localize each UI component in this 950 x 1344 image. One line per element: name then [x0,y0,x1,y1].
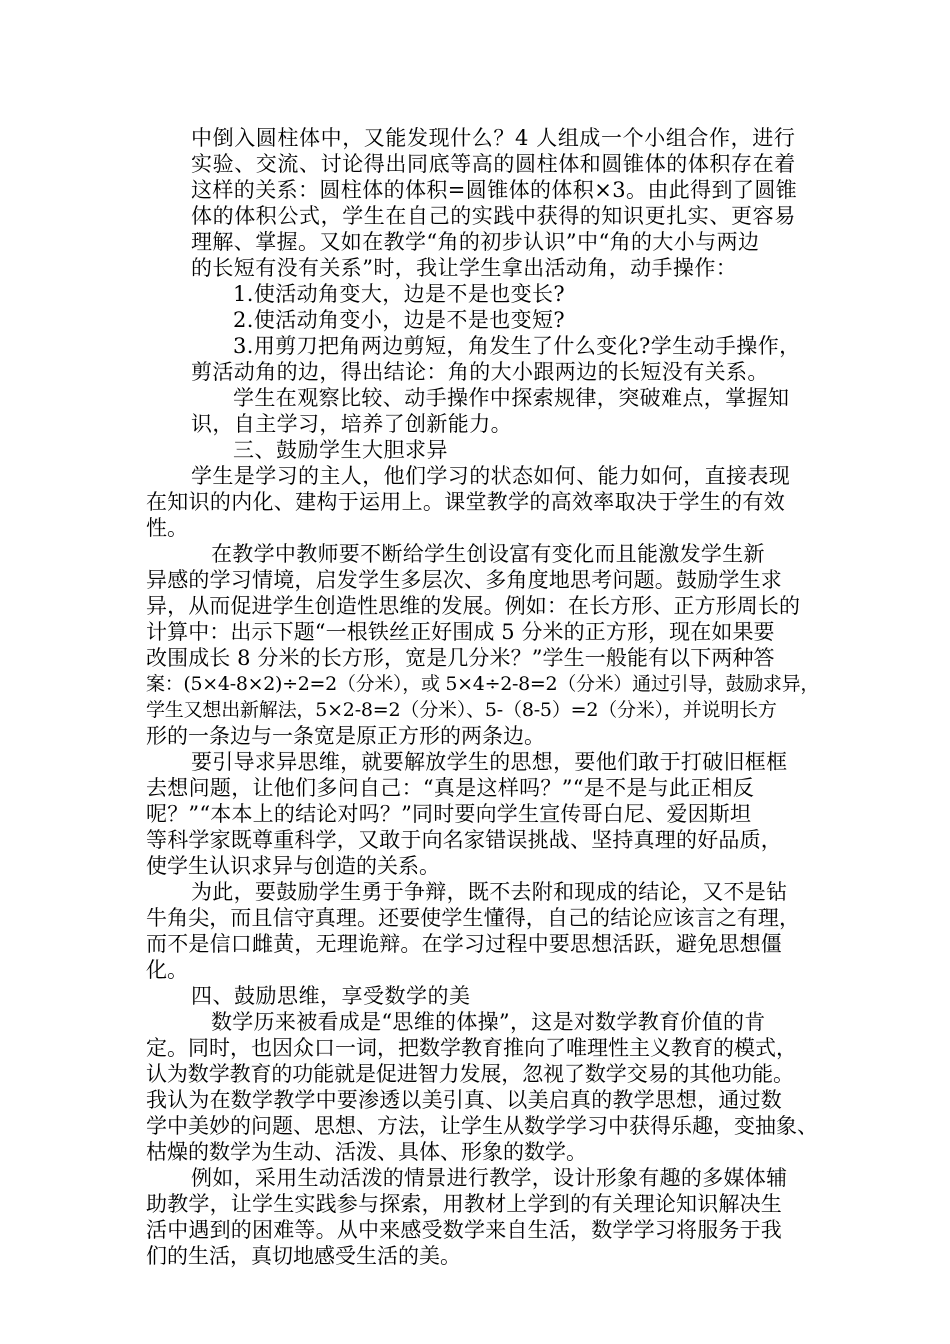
paragraph-line: 要引导求异思维，就要解放学生的思想，要他们敢于打破旧框框 [191,750,788,774]
paragraph-line: 而不是信口雌黄，无理诡辩。在学习过程中要思想活跃，避免思想僵 [146,932,782,956]
paragraph-line: 案：(5×4-8×2)÷2=2（分米），或 5×4÷2-8=2（分米）通过引导，鼓励求异， [146,673,820,695]
section-heading-3: 三、鼓励学生大胆求异 [233,438,448,462]
paragraph-line: 认为数学教育的功能就是促进智力发展，忽视了数学交易的其他功能。 [146,1062,794,1086]
paragraph-line: 异，从而促进学生创造性思维的发展。例如：在长方形、正方形周长的 [146,594,801,618]
paragraph-line: 识，自主学习，培养了创新能力。 [191,412,512,436]
paragraph-line: 的长短有没有关系”时，我让学生拿出活动角，动手操作： [191,256,738,280]
paragraph-line: 学生是学习的主人，他们学习的状态如何、能力如何，直接表现 [191,464,791,488]
paragraph-line: 数学历来被看成是“思维的体操”，这是对数学教育价值的肯 [211,1010,766,1034]
paragraph-line: 实验、交流、讨论得出同底等高的圆柱体和圆锥体的体积存在着 [191,152,796,176]
paragraph-line: 定。同时，也因众口一词，把数学教育推向了唯理性主义教育的模式， [146,1036,797,1060]
paragraph-line: 们的生活，真切地感受生活的美。 [146,1244,461,1268]
paragraph-line: 我认为在数学教学中要渗透以美引真、以美启真的教学思想，通过数 [146,1088,782,1112]
paragraph-line: 改围成长 8 分米的长方形，宽是几分米？”学生一般能有以下两种答 [146,646,775,670]
paragraph-line: 中倒入圆柱体中，又能发现什么？4 人组成一个小组合作，进行 [191,126,796,150]
paragraph-line: 例如，采用生动活泼的情景进行教学，设计形象有趣的多媒体辅 [191,1166,788,1190]
paragraph-line: 使学生认识求异与创造的关系。 [146,854,440,878]
paragraph-line: 计算中：出示下题“一根铁丝正好围成 5 分米的正方形，现在如果要 [146,620,775,644]
paragraph-line: 学生在观察比较、动手操作中探索规律，突破难点，掌握知 [233,386,790,410]
paragraph-line: 在教学中教师要不断给学生创设富有变化而且能激发学生新 [211,542,765,566]
paragraph-line: 牛角尖，而且信守真理。还要使学生懂得，自己的结论应该言之有理， [146,906,801,930]
paragraph-line: 为此，要鼓励学生勇于争辩，既不去附和现成的结论，又不是钻 [191,880,788,904]
paragraph-line: 学生又想出新解法，5×2-8=2（分米）、5-（8-5）=2（分米），并说明长方 [146,699,777,721]
paragraph-line: 等科学家既尊重科学，又敢于向名家错误挑战、坚持真理的好品质， [146,828,782,852]
paragraph-line: 助教学，让学生实践参与探索，用教材上学到的有关理论知识解决生 [146,1192,782,1216]
list-item-3: 3.用剪刀把角两边剪短，角发生了什么变化?学生动手操作， [233,334,801,358]
paragraph-line: 形的一条边与一条宽是原正方形的两条边。 [146,724,545,748]
paragraph-line: 理解、掌握。又如在教学“角的初步认识”中“角的大小与两边 [191,230,760,254]
list-item-1: 1.使活动角变大，边是不是也变长? [233,282,566,306]
paragraph-line: 体的体积公式，学生在自己的实践中获得的知识更扎实、更容易 [191,204,796,228]
paragraph-line: 这样的关系：圆柱体的体积=圆锥体的体积×3。由此得到了圆锥 [191,178,798,202]
list-item-2: 2.使活动角变小，边是不是也变短? [233,308,566,332]
paragraph-line: 在知识的内化、建构于运用上。课堂教学的高效率取决于学生的有效 [146,490,785,514]
paragraph-line: 性。 [146,516,188,540]
paragraph-line: 剪活动角的边，得出结论：角的大小跟两边的长短没有关系。 [191,360,769,384]
paragraph-line: 学中美妙的问题、思想、方法，让学生从数学学习中获得乐趣，变抽象、 [146,1114,818,1138]
paragraph-line: 枯燥的数学为生动、活泼、具体、形象的数学。 [146,1140,587,1164]
section-heading-4: 四、鼓励思维，享受数学的美 [191,984,471,1008]
paragraph-line: 化。 [146,958,188,982]
paragraph-line: 呢？”“本本上的结论对吗？”同时要向学生宣传哥白尼、爱因斯坦 [146,802,752,826]
paragraph-line: 异感的学习情境，启发学生多层次、多角度地思考问题。鼓励学生求 [146,568,782,592]
paragraph-line: 活中遇到的困难等。从中来感受数学来自生活，数学学习将服务于我 [146,1218,782,1242]
paragraph-line: 去想问题，让他们多问自己：“真是这样吗？”“是不是与此正相反 [146,776,755,800]
